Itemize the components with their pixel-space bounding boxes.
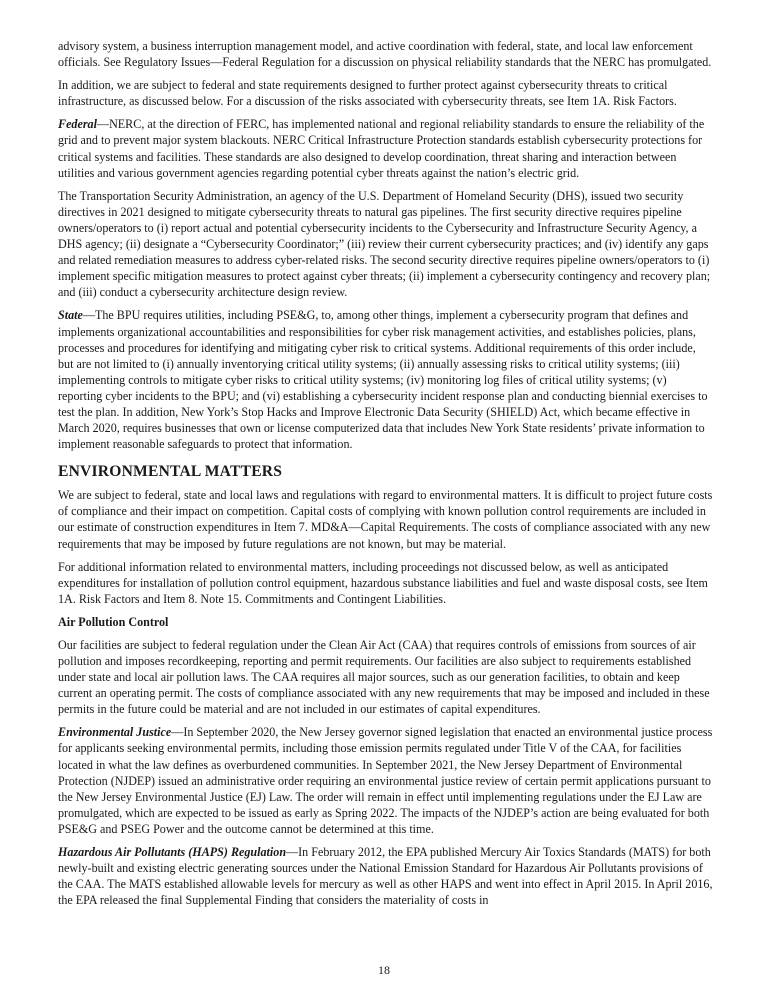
paragraph-state [58,307,713,452]
section-heading-environmental-matters: ENVIRONMENTAL MATTERS [58,463,283,481]
paragraph-advisory-system: advisory system, a business interruption management model, and active coordination with federal, state, and local law enforcement officials. See Regulatory Issues—Federal Regulation for a discussion on physical reliability standards that the NERC has promulgated. [58,39,712,70]
state-lead: State [58,308,83,323]
paragraph-tsa: The Transportation Security Administration, an agency of the U.S. Department of Homeland Security (DHS), issued two security directives in 2021 designed to mitigate cybersecurity threats to natural gas pipelines. The first security directive requires pipeline owners/operators to (i) report actual and potential cybersecurity incidents to the Cybersecurity and Infrastructure Security Agency, a DHS agency; (ii) designate a “Cybersecurity Coordinator;” (iii) review their current cybersecurity practices; and (iv) identify any gaps and related remediation measures to address cyber-related risks. The second security directive requires pipeline owners/operators to (i) implement specific mitigation measures to protect against cyber threats; (ii) implement a cybersecurity contingency and recovery plan; and (iii) conduct a cybersecurity architecture design review. [58,188,711,300]
federal-text: —NERC, at the direction of FERC, has implemented national and regional reliability standards to ensure the reliability of the grid and to prevent major system blackouts. NERC Critical Infrastructure Protection standards establish cybersecurity protections for critical systems and facilities. These standards are also designed to develop coordination, threat sharing and interaction between utilities and various government agencies regarding potential cyber threats against the nation’s electric grid. [58,117,705,180]
environmental-justice-text: —In September 2020, the New Jersey governor signed legislation that enacted an environmental justice process for applicants seeking environmental permits, including those emission permits regulated under Title V of the CAA, for facilities located in what the law defines as overburdened communities. In September 2021, the New Jersey Department of Environmental Protection (NJDEP) issued an administrative order requiring an environmental justice review of certain permit applications pursuant to the New Jersey Environmental Justice (EJ) Law. The order will remain in effect until implementing regulations under the EJ Law are promulgated, which are expected to be issued as early as Spring 2022. The impacts of the NJDEP’s action are being evaluated for both PSE&G and PSEG Power and the outcome cannot be determined at this time. [58,725,713,836]
paragraph-environmental-laws: We are subject to federal, state and local laws and regulations with regard to environmental matters. It is difficult to project future costs of compliance and their impact on competition. Capital costs of complying with known pollution control requirements are included in our estimate of construction expenditures in Item 7. MD&A—Capital Requirements. The costs of compliance associated with any new requirements that may be imposed by future regulations are not known, but may be material. [58,488,713,551]
paragraph-clean-air-act: Our facilities are subject to federal regulation under the Clean Air Act (CAA) that requires controls of emissions from sources of air pollution and imposes recordkeeping, reporting and permit requirements. Our facilities are also subject to requirements established under state and local air pollution laws. The CAA requires all major sources, such as our generation facilities, to obtain and keep current an operating permit. The costs of compliance associated with any new requirements that may be imposed and included in these permits in the future could be material and are not included in our estimates of capital expenditures. [58,637,710,717]
paragraph-environmental-additional-info: For additional information related to environmental matters, including proceedings not discussed below, as well as anticipated expenditures for installation of pollution control equipment, hazardous substance liabilities and fuel and waste disposal costs, see Item 1A. Risk Factors and Item 8. Note 15. Commitments and Contingent Liabilities. [58,559,708,606]
paragraph-environmental-justice [58,724,713,837]
state-text: —The BPU requires utilities, including PSE&G, to, among other things, implement a cybersecurity program that defines and implements organizational accountabilities and responsibilities for cyber risk management activities, and establishes policies, plans, processes and procedures for identifying and mitigating cyber risk to critical systems. Additional requirements of this order include, but are not limited to (i) annually inventorying critical utility systems; (ii) annually assessing risks to critical utility systems; (iii) implementing controls to mitigate cyber risks to critical utility systems; (iv) monitoring log files of critical utility systems; (v) reporting cyber incidents to the BPU; and (vi) establishing a cybersecurity incident response plan and conducting biennial exercises to test the plan. In addition, New York’s Stop Hacks and Improve Electronic Data Security (SHIELD) Act, which became effective in March 2020, requires businesses that own or license computerized data that includes New York State residents’ private information to implement reasonable safeguards to protect that information. [58,308,708,452]
haps-text: —In February 2012, the EPA published Mercury Air Toxics Standards (MATS) for both newly-built and existing electric generating sources under the National Emission Standard for Hazardous Air Pollutants provisions of the CAA. The MATS established allowable levels for mercury as well as other HAPS and went into effect in April 2015. In April 2016, the EPA released the final Supplemental Finding that considers the materiality of costs in [58,845,713,908]
page-number: 18 [378,963,390,977]
paragraph-haps-regulation [58,844,713,908]
subheading-air-pollution-control: Air Pollution Control [58,614,169,629]
paragraph-cybersecurity-intro: In addition, we are subject to federal and state requirements designed to further protect against cybersecurity threats to critical infrastructure, as discussed below. For a discussion of the risks associated with cybersecurity threats, see Item 1A. Risk Factors. [58,78,677,109]
paragraph-federal [58,116,713,180]
environmental-justice-lead: Environmental Justice [58,725,172,740]
haps-lead: Hazardous Air Pollutants (HAPS) Regulation [58,845,287,860]
federal-lead: Federal [58,117,97,132]
document-body [58,38,713,915]
